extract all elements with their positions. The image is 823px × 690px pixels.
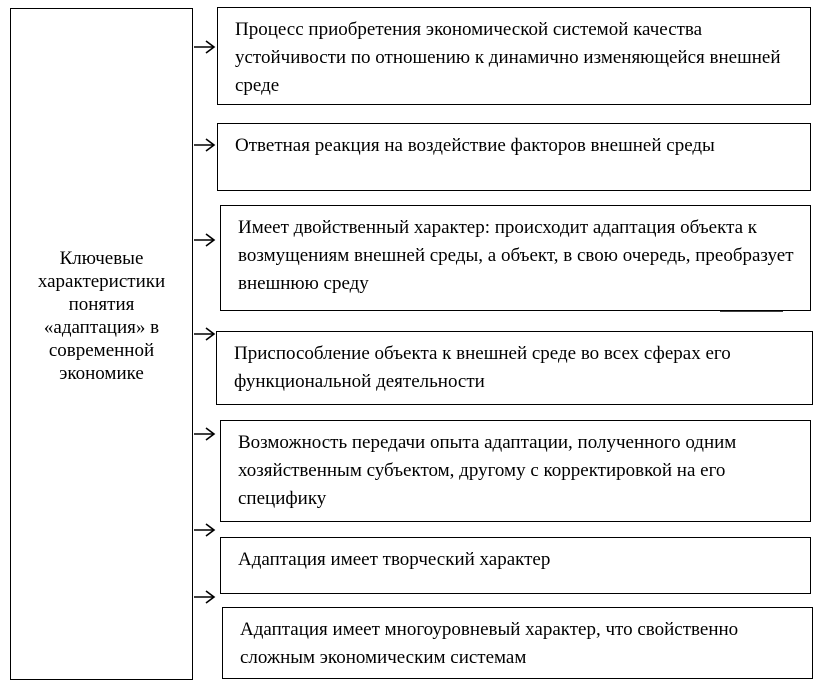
key-characteristics-label: Ключевые характеристики понятия «адаптация» в современной экономике xyxy=(37,248,166,384)
arrow-4 xyxy=(194,328,214,340)
item-box-4: Приспособление объекта к внешней среде во всех сферах его функциональной деятельности xyxy=(216,331,813,405)
arrow-1 xyxy=(194,41,214,53)
item-box-7: Адаптация имеет многоуровневый характер, что свойственно сложным экономическим системам xyxy=(222,607,813,679)
item-box-6: Адаптация имеет творческий характер xyxy=(220,537,811,594)
key-characteristics-box xyxy=(10,8,193,680)
arrow-5 xyxy=(194,428,214,440)
arrow-7 xyxy=(194,591,214,603)
arrow-3 xyxy=(194,234,214,246)
item-box-5: Возможность передачи опыта адаптации, полученного одним хозяйственным субъектом, другому с корректировкой на его специфику xyxy=(220,420,811,522)
arrow-6 xyxy=(194,524,214,536)
arrow-2 xyxy=(194,139,214,151)
item-box-3: Имеет двойственный характер: происходит адаптация объекта к возмущениям внешней среды, а объект, в свою очередь, преобразует внешнюю среду xyxy=(220,205,811,311)
item-box-1: Процесс приобретения экономической системой качества устойчивости по отношению к динамично изменяющейся внешней среде xyxy=(217,7,811,105)
item-box-2: Ответная реакция на воздействие факторов внешней среды xyxy=(217,123,811,191)
